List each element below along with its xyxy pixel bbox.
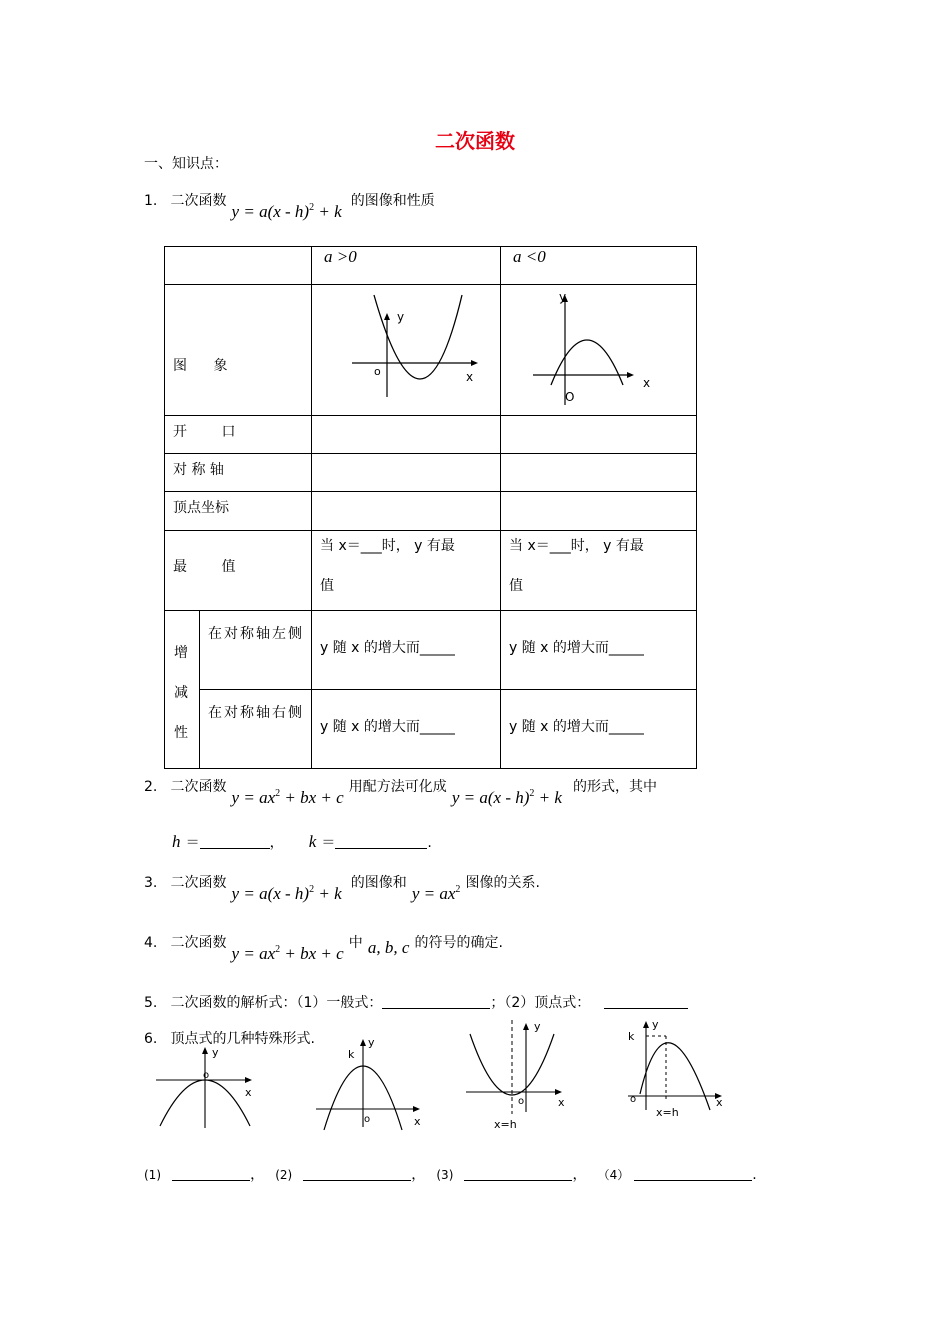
item-number: 3. bbox=[144, 875, 158, 891]
header-a-positive: a >0 bbox=[312, 247, 501, 285]
separator: ， bbox=[572, 1167, 587, 1183]
row-label-monotonic: 增 减 性 bbox=[165, 611, 200, 769]
item-suffix: 的形式，其中 bbox=[573, 779, 658, 795]
item-2-blanks bbox=[172, 832, 432, 852]
cell-vertex-neg bbox=[501, 492, 697, 531]
comma: ， bbox=[269, 835, 284, 851]
cell-left-neg: y 随 x 的增大而_____ bbox=[501, 611, 697, 690]
svg-text:x: x bbox=[716, 1096, 723, 1109]
svg-text:x: x bbox=[414, 1115, 421, 1128]
section-heading: 一、知识点： bbox=[144, 156, 228, 172]
row-label-opening: 开 口 bbox=[165, 416, 312, 454]
h-blank[interactable] bbox=[200, 834, 270, 849]
item-number: 1. bbox=[144, 193, 158, 209]
item-suffix: 的图像和性质 bbox=[350, 193, 435, 209]
origin-label: o bbox=[374, 365, 381, 378]
item-3 bbox=[144, 872, 540, 903]
svg-text:y: y bbox=[652, 1018, 659, 1031]
row-label-image: 图 象 bbox=[165, 285, 312, 416]
cell-opening-neg bbox=[501, 416, 697, 454]
item-number: 5. bbox=[144, 995, 158, 1011]
cell-right-pos: y 随 x 的增大而_____ bbox=[312, 690, 501, 769]
x-axis-arrow bbox=[471, 360, 478, 366]
header-a-negative: a <0 bbox=[501, 247, 697, 285]
cell-opening-pos bbox=[312, 416, 501, 454]
svg-text:o: o bbox=[518, 1096, 525, 1107]
answer-blank-3[interactable] bbox=[464, 1166, 572, 1181]
answer-label-3: (3) bbox=[436, 1168, 454, 1182]
svg-text:x=h: x=h bbox=[494, 1118, 517, 1131]
row-label-extreme: 最 值 bbox=[165, 531, 312, 611]
k-blank[interactable] bbox=[335, 834, 427, 849]
item-number: 2. bbox=[144, 779, 158, 795]
cell-axis-pos bbox=[312, 454, 501, 492]
answer-blank-2[interactable] bbox=[303, 1166, 411, 1181]
answer-blank-4[interactable] bbox=[634, 1166, 752, 1181]
formula-vertex: y = a(x - h)$^2$ + k bbox=[231, 884, 342, 903]
h-label: h bbox=[172, 832, 181, 851]
graph-downward-parabola bbox=[501, 285, 697, 416]
answer-label-4: （4） bbox=[597, 1168, 630, 1182]
svg-text:k: k bbox=[628, 1030, 635, 1043]
origin-label: O bbox=[565, 390, 575, 404]
item-2 bbox=[144, 776, 658, 807]
graph-upward-parabola bbox=[312, 285, 501, 416]
k-label: k bbox=[308, 832, 317, 851]
cell-axis-neg bbox=[501, 454, 697, 492]
coefficients: a, b, c bbox=[367, 938, 410, 957]
svg-text:y: y bbox=[534, 1020, 541, 1033]
row-label-left-side: 在对称轴左侧 bbox=[200, 611, 312, 690]
x-label: x bbox=[466, 370, 474, 384]
item-prefix: 二次函数 bbox=[170, 935, 227, 951]
cell-vertex-pos bbox=[312, 492, 501, 531]
x-label: x bbox=[643, 376, 651, 390]
mini-graph-3 bbox=[462, 1016, 582, 1134]
x-axis-arrow bbox=[627, 372, 634, 378]
svg-text:x: x bbox=[558, 1096, 565, 1109]
item-mid: 用配方法可化成 bbox=[348, 779, 447, 795]
cell-extreme-neg: 当 x＝___时， y 有最 值 bbox=[501, 531, 697, 611]
row-label-right-side: 在对称轴右侧 bbox=[200, 690, 312, 769]
item-text: 顶点式的几种特殊形式. bbox=[170, 1031, 315, 1047]
general-form-blank[interactable] bbox=[382, 994, 490, 1009]
downward-parabola-figure bbox=[501, 285, 696, 415]
item-prefix: 二次函数 bbox=[170, 193, 227, 209]
item-4 bbox=[144, 932, 503, 963]
cell-extreme-pos: 当 x＝___时， y 有最 值 bbox=[312, 531, 501, 611]
formula-basic: $y = ax^2$ bbox=[411, 884, 461, 903]
item-semi: ；（2）顶点式： bbox=[490, 995, 591, 1011]
svg-text:o: o bbox=[203, 1070, 210, 1081]
separator: ， bbox=[250, 1167, 265, 1183]
item-suffix: 图像的关系. bbox=[465, 875, 540, 891]
formula-vertex: y = a(x - h)$^2$ + k bbox=[451, 788, 562, 807]
item-mid: 的图像和 bbox=[350, 875, 407, 891]
y-axis-arrow bbox=[384, 313, 390, 320]
parabola-curve bbox=[551, 340, 623, 385]
svg-text:y: y bbox=[368, 1036, 375, 1049]
answer-row bbox=[144, 1164, 757, 1184]
page-title: 二次函数 bbox=[435, 129, 515, 153]
svg-text:x: x bbox=[245, 1086, 252, 1099]
item-text: 二次函数的解析式：（1）一般式： bbox=[170, 995, 383, 1011]
upward-parabola-figure bbox=[312, 285, 500, 415]
item-1 bbox=[144, 190, 435, 221]
row-label-vertex: 顶点坐标 bbox=[165, 492, 312, 531]
answer-label-1: (1) bbox=[144, 1168, 161, 1182]
header-empty-cell bbox=[165, 247, 312, 285]
item-prefix: 二次函数 bbox=[170, 779, 227, 795]
item-mid: 中 bbox=[348, 935, 363, 951]
item-5 bbox=[144, 992, 688, 1012]
item-prefix: 二次函数 bbox=[170, 875, 227, 891]
vertex-form-blank[interactable] bbox=[604, 994, 688, 1009]
mini-graph-1 bbox=[150, 1042, 260, 1132]
svg-text:o: o bbox=[364, 1114, 371, 1125]
formula-vertex-form: y = a(x - h)$^2$ + k bbox=[231, 202, 342, 221]
cell-left-pos: y 随 x 的增大而_____ bbox=[312, 611, 501, 690]
cell-right-neg: y 随 x 的增大而_____ bbox=[501, 690, 697, 769]
item-suffix: 的符号的确定. bbox=[414, 935, 503, 951]
properties-table bbox=[164, 246, 697, 769]
svg-text:k: k bbox=[348, 1048, 355, 1061]
item-number: 4. bbox=[144, 935, 158, 951]
equals-sign: ＝ bbox=[185, 835, 200, 851]
mini-graph-4 bbox=[622, 1014, 742, 1126]
item-number: 6. bbox=[144, 1031, 158, 1047]
separator: ， bbox=[411, 1167, 426, 1183]
period: . bbox=[427, 835, 432, 851]
svg-text:y: y bbox=[212, 1046, 219, 1059]
svg-text:x=h: x=h bbox=[656, 1106, 679, 1119]
y-label: y bbox=[397, 310, 405, 324]
answer-label-2: (2) bbox=[275, 1168, 293, 1182]
period: . bbox=[752, 1167, 757, 1183]
y-label: y bbox=[559, 290, 567, 304]
equals-sign: ＝ bbox=[321, 835, 336, 851]
mini-graph-2 bbox=[310, 1032, 430, 1132]
formula-general: $y = ax^2$ + bx + c bbox=[231, 944, 344, 963]
row-label-axis: 对 称 轴 bbox=[165, 454, 312, 492]
formula-general: $y = ax^2$ + bx + c bbox=[231, 788, 344, 807]
answer-blank-1[interactable] bbox=[172, 1166, 250, 1181]
svg-text:o: o bbox=[630, 1094, 637, 1105]
